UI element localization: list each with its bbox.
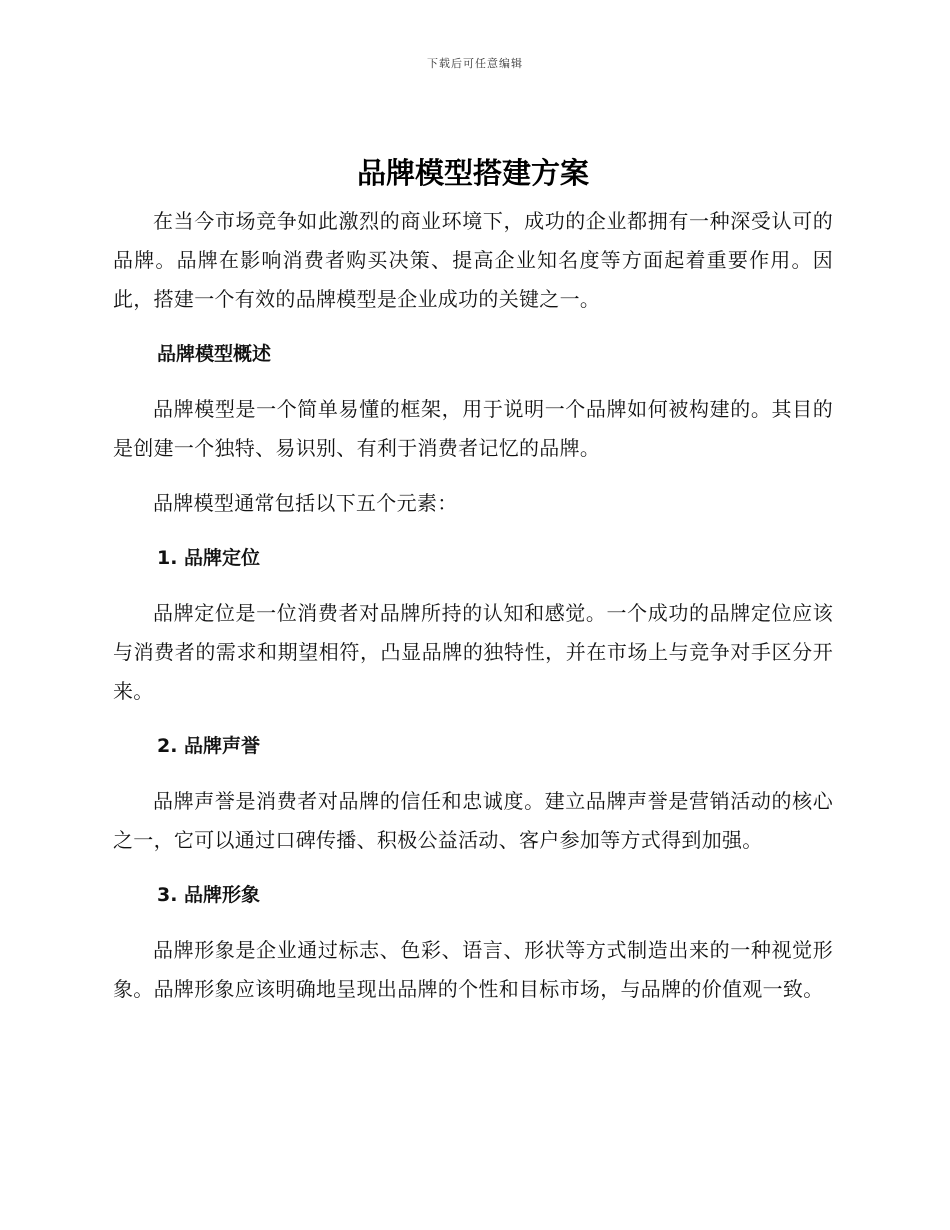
document-title: 品牌模型搭建方案 (356, 156, 589, 190)
section-paragraph-reputation: 品牌声誉是消费者对品牌的信任和忠诚度。建立品牌声誉是营销活动的核心之一，它可以通过口碑传播、积极公益活动、客户参加等方式得到加强。 (113, 789, 833, 852)
overview-heading: 品牌模型概述 (157, 343, 272, 365)
overview-paragraph: 品牌模型是一个简单易懂的框架，用于说明一个品牌如何被构建的。其目的是创建一个独特、易识别、有利于消费者记忆的品牌。 (113, 397, 833, 460)
section-paragraph-positioning: 品牌定位是一位消费者对品牌所持的认知和感觉。一个成功的品牌定位应该与消费者的需求和期望相符，凸显品牌的独特性，并在市场上与竞争对手区分开来。 (113, 601, 833, 703)
section-paragraph-image: 品牌形象是企业通过标志、色彩、语言、形状等方式制造出来的一种视觉形象。品牌形象应该明确地呈现出品牌的个性和目标市场，与品牌的价值观一致。 (113, 938, 833, 1001)
section-heading-image: 3. 品牌形象 (157, 884, 261, 906)
elements-intro-paragraph: 品牌模型通常包括以下五个元素： (153, 491, 458, 515)
document-body (113, 150, 833, 1009)
section-heading-reputation: 2. 品牌声誉 (157, 735, 261, 757)
header-note: 下载后可任意编辑 (427, 57, 523, 70)
section-heading-positioning: 1. 品牌定位 (157, 547, 261, 569)
intro-paragraph: 在当今市场竞争如此激烈的商业环境下，成功的企业都拥有一种深受认可的品牌。品牌在影响消费者购买决策、提高企业知名度等方面起着重要作用。因此，搭建一个有效的品牌模型是企业成功的关键之一。 (113, 209, 833, 311)
